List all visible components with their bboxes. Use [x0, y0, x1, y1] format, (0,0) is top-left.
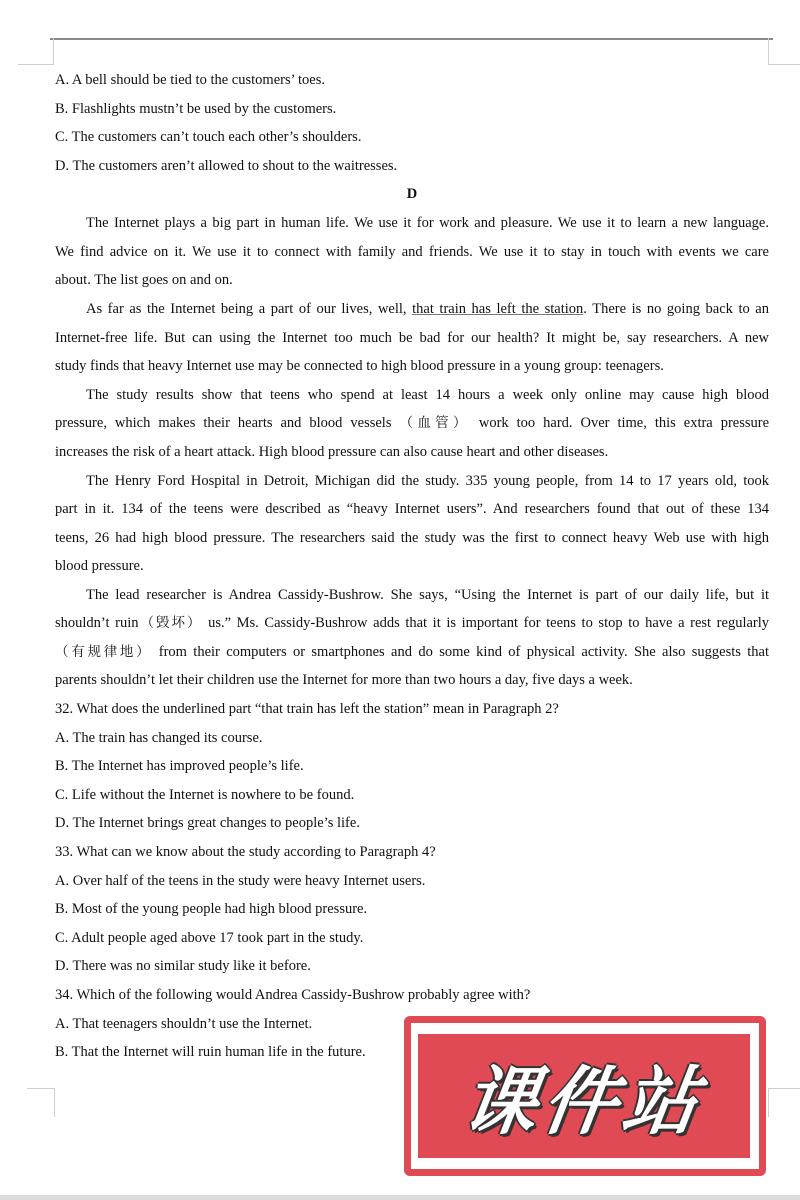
watermark-text: 课件站	[457, 1059, 710, 1145]
passage-line: part in it. 134 of the teens were described as “heavy Internet users”. And researchers found that out of these 134	[55, 501, 769, 517]
question-option: B. The Internet has improved people’s life.	[55, 758, 304, 774]
question-option: D. There was no similar study like it before.	[55, 958, 311, 974]
passage-line: The lead researcher is Andrea Cassidy-Bushrow. She says, “Using the Internet is part of our daily life, but it	[86, 587, 769, 603]
watermark-stamp	[400, 1012, 772, 1182]
passage-line: blood pressure.	[55, 558, 144, 574]
text: As far as the Internet being a part of our lives, well,	[86, 301, 413, 317]
question-stem: 34. Which of the following would Andrea Cassidy-Bushrow probably agree with?	[55, 987, 531, 1003]
passage-line: The Internet plays a big part in human life. We use it for work and pleasure. We use it to learn a new language.	[86, 215, 769, 231]
question-option: C. Life without the Internet is nowhere to be found.	[55, 787, 355, 803]
underlined-phrase: that train has left the station	[412, 301, 584, 317]
option-line: B. Flashlights mustn’t be used by the customers.	[55, 101, 337, 117]
chinese-gloss: （血管）	[399, 415, 471, 431]
question-stem: 32. What does the underlined part “that train has left the station” mean in Paragraph 2?	[55, 701, 559, 717]
header-rule	[50, 38, 773, 40]
passage-line: Internet-free life. But can using the Internet too much be bad for our health? It might be, say researchers. A new	[55, 330, 769, 346]
margin-corner-mark	[768, 1088, 800, 1117]
passage-line: increases the risk of a heart attack. High blood pressure can also cause heart and other diseases.	[55, 444, 609, 460]
text: shouldn’t ruin	[55, 615, 139, 631]
passage-line: study finds that heavy Internet use may be connected to high blood pressure in a young group: teenagers.	[55, 358, 664, 374]
passage-line	[55, 613, 769, 633]
passage-line: The Henry Ford Hospital in Detroit, Michigan did the study. 335 young people, from 14 to 17 years old, took	[86, 473, 769, 489]
passage-line: The study results show that teens who spend at least 14 hours a week only online may cause high blood	[86, 387, 769, 403]
margin-corner-mark	[27, 1088, 55, 1117]
text: . There is no going back to an	[583, 301, 769, 317]
question-option: A. The train has changed its course.	[55, 730, 263, 746]
option-line: A. A bell should be tied to the customers’ toes.	[55, 72, 325, 88]
question-option: A. That teenagers shouldn’t use the Internet.	[55, 1016, 313, 1032]
passage-line: teens, 26 had high blood pressure. The researchers said the study was the first to connect heavy Web use with high	[55, 530, 769, 546]
question-option: C. Adult people aged above 17 took part in the study.	[55, 930, 364, 946]
text: us.” Ms. Cassidy-Bushrow adds that it is important for teens to stop to have a rest regularly	[208, 615, 770, 631]
text: work too hard. Over time, this extra pressure	[478, 415, 770, 431]
section-title: D	[406, 186, 418, 202]
passage-line	[55, 413, 769, 433]
passage-line: parents shouldn’t let their children use the Internet for more than two hours a day, five days a week.	[55, 672, 633, 688]
passage-line	[86, 299, 769, 319]
page-bottom-edge	[0, 1195, 800, 1200]
chinese-gloss: （毁坏）	[138, 615, 203, 631]
passage-line: about. The list goes on and on.	[55, 272, 233, 288]
chinese-gloss: （有规律地）	[55, 644, 153, 660]
text: from their computers or smartphones and do some kind of physical activity. She also suggests that	[158, 644, 770, 660]
question-option: A. Over half of the teens in the study were heavy Internet users.	[55, 873, 426, 889]
question-option: B. That the Internet will ruin human life in the future.	[55, 1044, 366, 1060]
margin-corner-mark	[768, 38, 800, 65]
option-line: D. The customers aren’t allowed to shout to the waitresses.	[55, 158, 398, 174]
question-option: D. The Internet brings great changes to people’s life.	[55, 815, 360, 831]
passage-line	[55, 642, 769, 662]
option-line: C. The customers can’t touch each other’s shoulders.	[55, 129, 362, 145]
question-option: B. Most of the young people had high blood pressure.	[55, 901, 368, 917]
question-stem: 33. What can we know about the study according to Paragraph 4?	[55, 844, 436, 860]
margin-corner-mark	[18, 38, 54, 65]
text: pressure, which makes their hearts and blood vessels	[55, 415, 392, 431]
passage-line: We find advice on it. We use it to connect with family and friends. We use it to stay in touch with events we care	[55, 244, 769, 260]
